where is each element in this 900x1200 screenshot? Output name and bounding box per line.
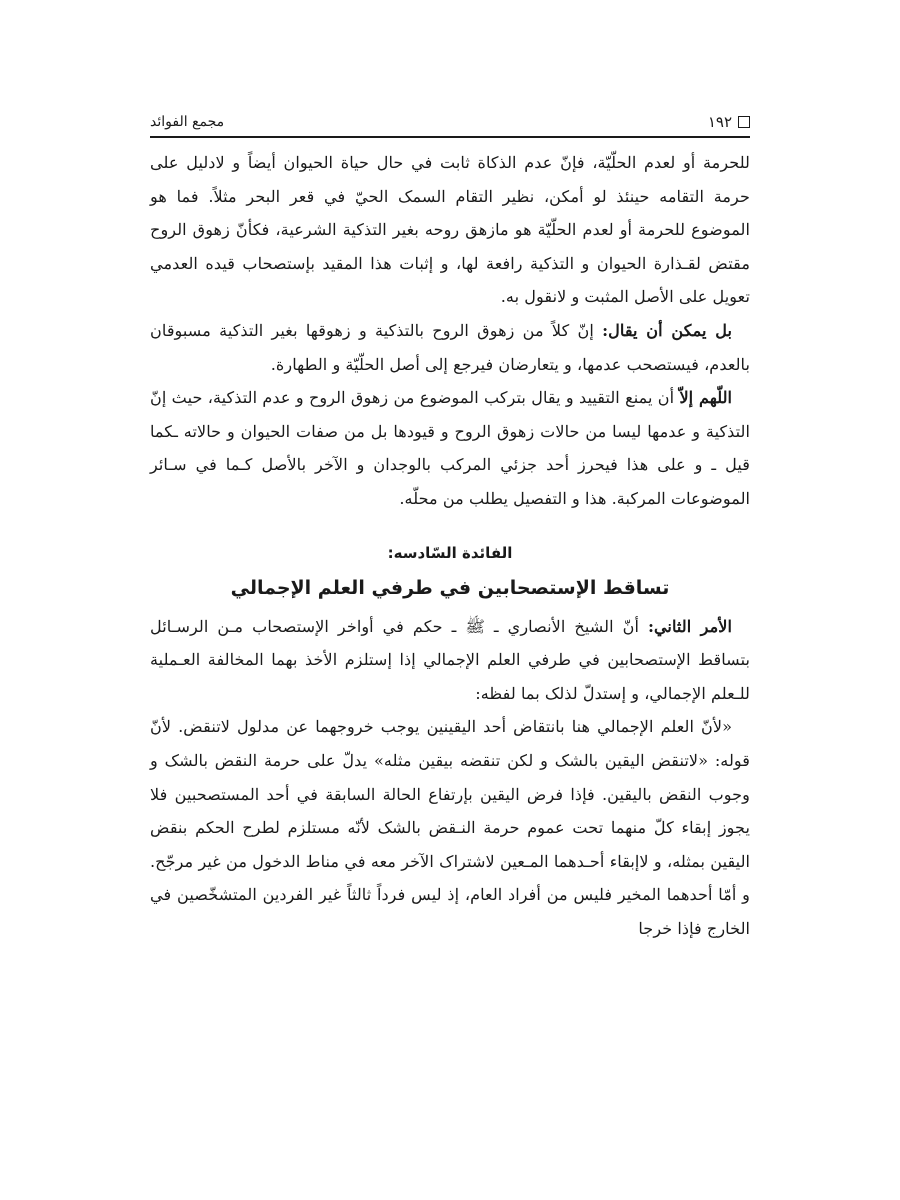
paragraph-body: أنّ الشيخ الأنصاري ـ ﷺ ـ حکم في أواخر الإستصحاب مـن الرسـائل بتساقط الإستصحابين في طرفي العلم الإجمالي إذا إستلزم الأخذ بهما المخالفة العـملية للـعلم الإجمالي، و إستدلّ لذلک بما لفظه: [150, 616, 750, 703]
paragraph-body: أن يمنع التقييد و يقال بترکب الموضوع من زهوق الروح و عدم التذکية، حيث إنّ التذکية و عدمها ليسا من حالات زهوق الروح و قيودها بل من صفات الحيوان و حالاته ـکما قيل ـ و على هذا فيحرز أحد جزئي المرکب بالوجدان و الآخر بالأصل کـما في سـائر الموضوعات المرکبة. هذا و التفصيل يطلب من محلّه. [150, 388, 750, 508]
quotation-paragraph: «لأنّ العلم الإجمالي هنا بانتقاض أحد اليقينين يوجب خروجهما عن مدلول لاتنقض. لأنّ قوله: «لاتنقض اليقين بالشک و لکن تنقضه بيقين مثله» يدلّ على حرمة النقض بالشک و وجوب النقض باليقين. فإذا فرض اليقين بإرتفاع الحالة السابقة في أحد المستصحبين فلا يجوز إبقاء کلّ منهما تحت عموم حرمة النـقض بالشک لأنّه مستلزم لطرح الحکم بنقض اليقين بمثله، و لاإبقاء أحـدهما المـعين لاشتراک الآخر معه في مناط الدخول من غير مرجّح. و أمّا أحدهما المخير فليس من أفراد العام، إذ ليس فرداً ثالثاً غير الفردين المتشخّصين في الخارج فإذا خرجا [150, 717, 750, 938]
section-label: الفائدة السّادسه: [387, 543, 513, 562]
page-number-text: ١٩٢ [707, 113, 732, 131]
section-title: تساقط الإستصحابين في طرفي العلم الإجمالي [230, 576, 670, 599]
paragraph-objection [150, 314, 750, 381]
page-number [708, 113, 750, 131]
paragraph-lead: بل يمکن أن يقال: [602, 320, 732, 340]
intro-paragraph: للحرمة أو لعدم الحلّيّة، فإنّ عدم الذكاة ثابت في حال حياة الحيوان أيضاً و لادليل على حرمة التقامه حينئذ لو أمكن، نظير التقام السمک الحيّ في قعر البحر مثلاً. فما هو الموضوع للحرمة أو لعدم الحلّيّة هو مازهق روحه بغير التذکية الشرعية، فکأنّ زهوق الروح مقتض لقـذارة الحيوان و التذکية رافعة لها، و إثبات هذا المقيد بإستصحاب قيده العدمي تعويل على الأصل المثبت و لانقول به. [150, 153, 750, 307]
running-header [150, 108, 750, 136]
header-rule [150, 136, 750, 138]
book-title: مجمع الفوائد [150, 114, 225, 130]
square-box-icon [738, 116, 750, 128]
paragraph-second-matter [150, 610, 750, 711]
paragraph-response [150, 381, 750, 515]
section-spacer [150, 516, 750, 538]
book-page [150, 108, 750, 945]
paragraph-body: إنّ کلاً من زهوق الروح بالتذکية و زهوقها بغير التذکية مسبوقان بالعدم، فيستصحب عدمها، و يتعارضان فيرجع إلى أصل الحلّيّة و الطهارة. [150, 320, 750, 374]
paragraph-lead: الأمر الثاني: [647, 616, 733, 636]
paragraph-lead: اللّهم إلاّ [679, 388, 732, 408]
